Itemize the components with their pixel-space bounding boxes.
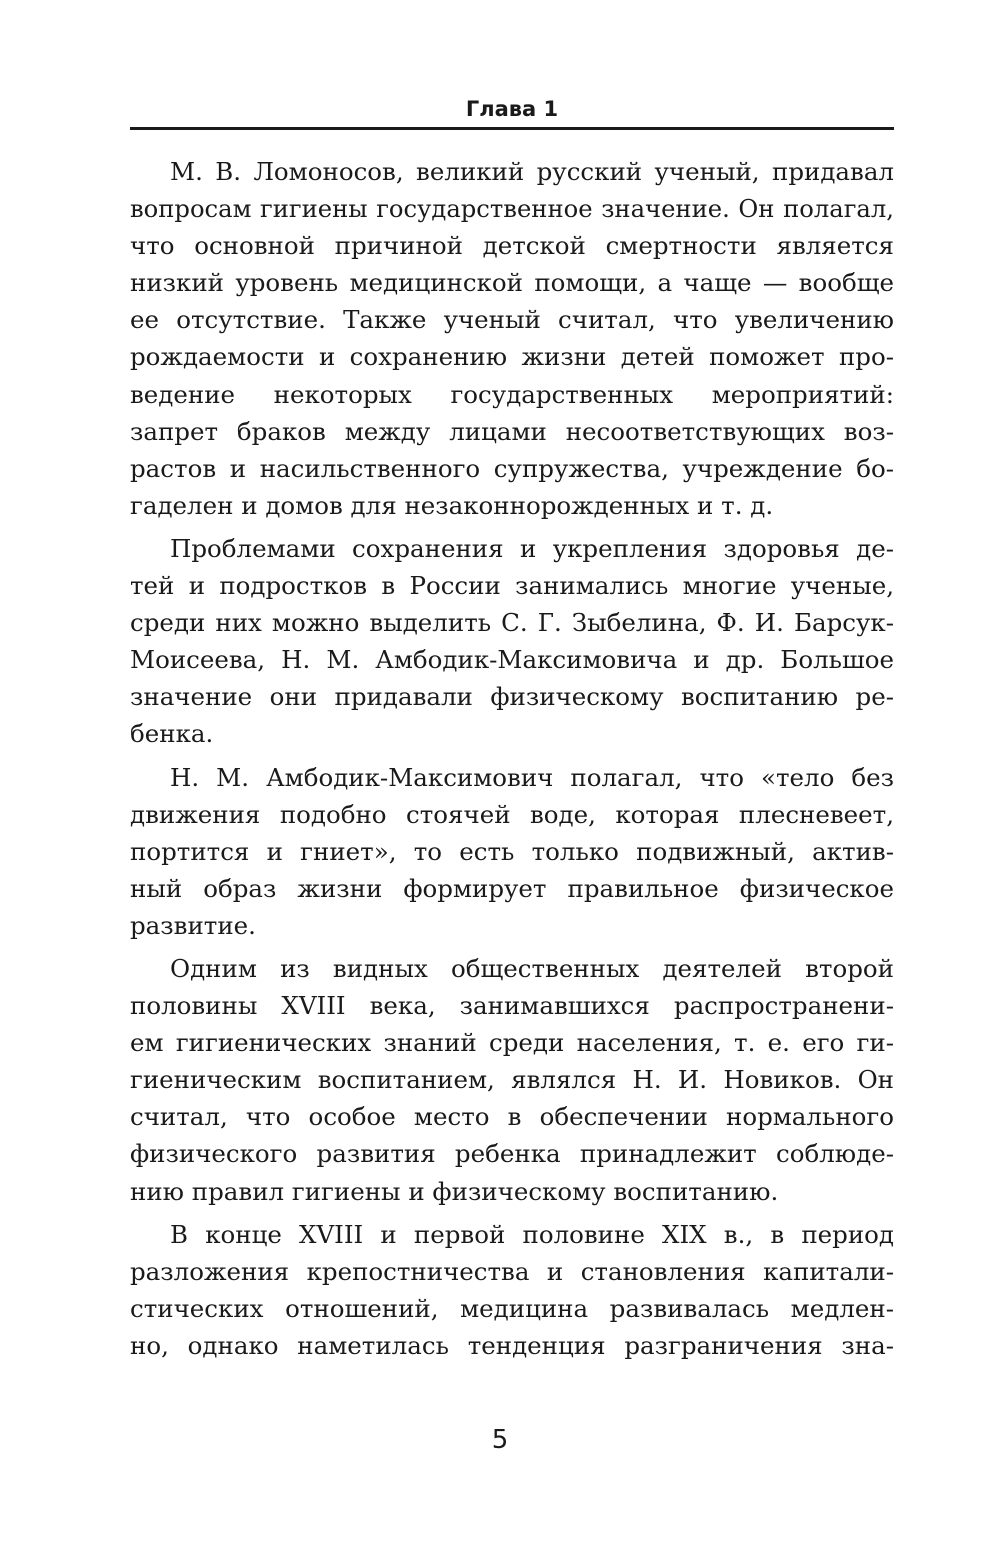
- text-line: стических отношений, медицина развивалась медлен-: [130, 1293, 894, 1323]
- body-text: [130, 153, 894, 1370]
- text-line: развитие.: [130, 910, 256, 940]
- page-number: 5: [491, 1425, 509, 1455]
- text-line: бенка.: [130, 719, 214, 749]
- text-line: но, однако наметилась тенденция разграничения зна-: [130, 1330, 894, 1360]
- paragraph: [130, 1216, 894, 1364]
- text-line: ее отсутствие. Также ученый считал, что увеличению: [130, 305, 894, 335]
- text-line: гиеническим воспитанием, являлся Н. И. Новиков. Он: [130, 1065, 894, 1095]
- text-line: Н. М. Амбодик-Максимович полагал, что «тело без: [170, 762, 894, 792]
- text-line: портится и гниет», то есть только подвижный, актив-: [130, 836, 894, 866]
- text-line: Проблемами сохранения и укрепления здоровья де-: [170, 533, 894, 563]
- text-line: среди них можно выделить С. Г. Зыбелина, Ф. И. Барсук-: [130, 608, 894, 638]
- paragraph: [130, 950, 894, 1210]
- paragraph: [130, 759, 894, 944]
- text-line: тей и подростков в России занимались многие ученые,: [130, 571, 894, 601]
- text-line: вопросам гигиены государственное значение. Он полагал,: [130, 194, 894, 224]
- text-line: значение они придавали физическому воспитанию ре-: [130, 682, 894, 712]
- text-line: нию правил гигиены и физическому воспитанию.: [130, 1176, 779, 1206]
- text-line: запрет браков между лицами несоответствующих воз-: [130, 416, 894, 446]
- paragraph: [130, 153, 894, 524]
- running-title: Глава 1: [465, 97, 559, 121]
- text-line: считал, что особое место в обеспечении нормального: [130, 1102, 894, 1132]
- text-line: физического развития ребенка принадлежит соблюде-: [130, 1139, 894, 1169]
- text-line: В конце XVIII и первой половине XIX в., в период: [170, 1219, 894, 1249]
- text-line: движения подобно стоячей воде, которая плесневеет,: [130, 799, 894, 829]
- text-line: половины XVIII века, занимавшихся распространени-: [130, 991, 894, 1021]
- text-line: Одним из видных общественных деятелей второй: [170, 953, 894, 983]
- text-line: растов и насильственного супружества, учреждение бо-: [130, 453, 894, 483]
- text-line: что основной причиной детской смертности является: [130, 231, 894, 261]
- text-line: Моисеева, Н. М. Амбодик-Максимовича и др. Большое: [130, 645, 894, 675]
- text-line: разложения крепостничества и становления капитали-: [130, 1256, 894, 1286]
- text-line: М. В. Ломоносов, великий русский ученый, придавал: [170, 157, 894, 186]
- text-line: низкий уровень медицинской помощи, а чаще — вообще: [130, 268, 894, 298]
- header-rule: [130, 127, 894, 130]
- text-line: ный образ жизни формирует правильное физическое: [130, 873, 894, 903]
- text-line: ведение некоторых государственных мероприятий:: [130, 379, 894, 409]
- text-line: рождаемости и сохранению жизни детей поможет про-: [130, 342, 894, 372]
- paragraph: [130, 530, 894, 753]
- text-line: ем гигиенических знаний среди населения, т. е. его ги-: [130, 1028, 894, 1058]
- text-line: гаделен и домов для незаконнорожденных и т. д.: [130, 490, 774, 520]
